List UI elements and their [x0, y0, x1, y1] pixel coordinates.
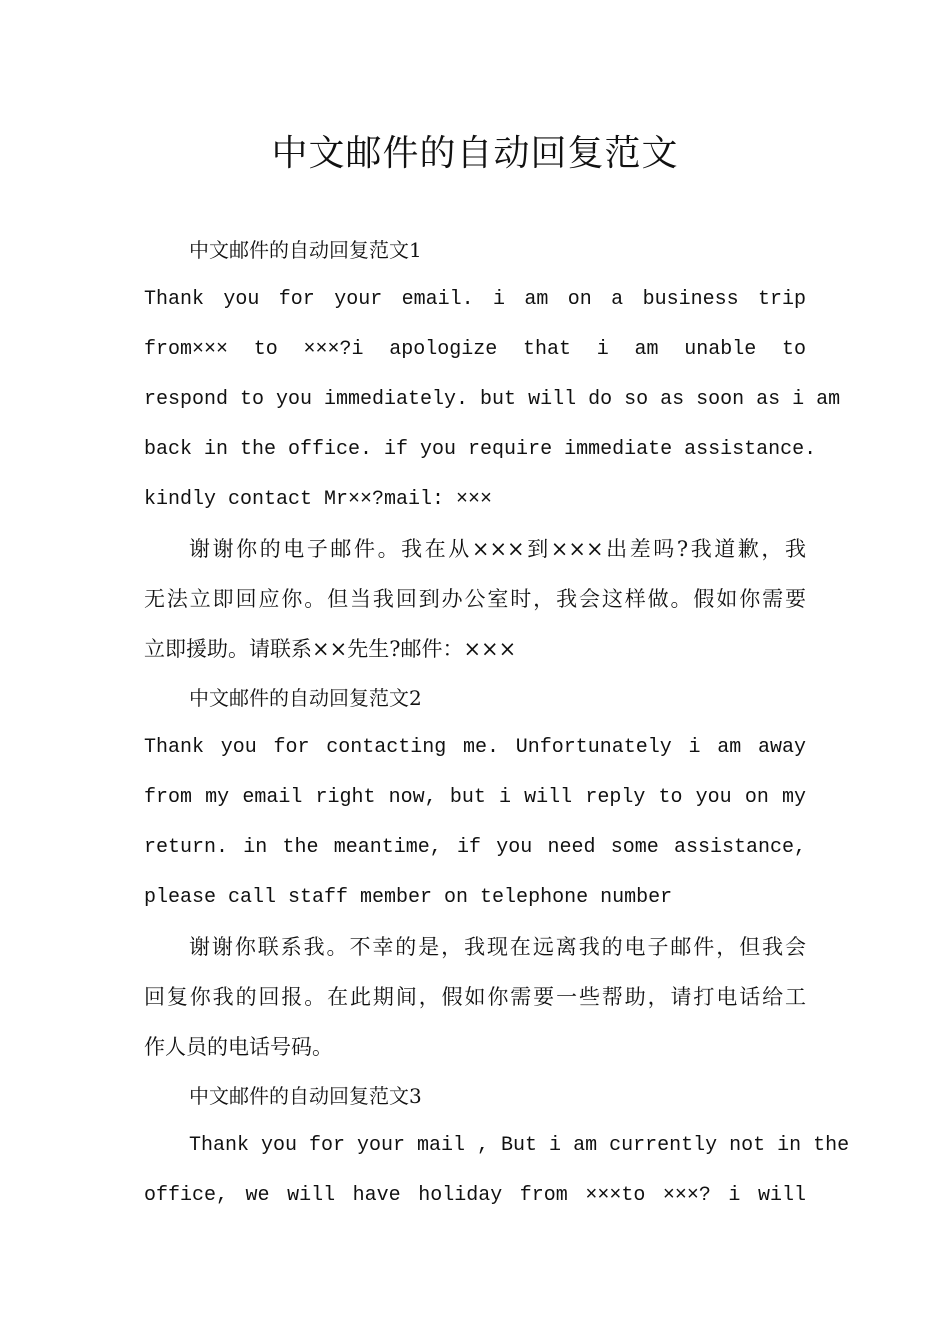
paragraph-line: return. in the meantime, if you need some assistance,	[144, 836, 806, 859]
paragraph-line: 谢谢你的电子邮件。我在从×××到×××出差吗?我道歉，我	[189, 537, 806, 561]
paragraph-line: Thank you for your email. i am on a business trip	[144, 288, 806, 311]
paragraph-line: back in the office. if you require immediate assistance.	[144, 438, 817, 461]
paragraph-line: from my email right now, but i will reply to you on my	[144, 786, 806, 809]
paragraph-line: 谢谢你联系我。不幸的是，我现在远离我的电子邮件，但我会	[189, 935, 806, 959]
document-title: 中文邮件的自动回复范文	[271, 133, 679, 174]
paragraph-line: Thank you for contacting me. Unfortunately i am away	[144, 736, 806, 759]
paragraph-line: from××× to ×××?i apologize that i am unable to	[144, 338, 806, 361]
paragraph-line: please call staff member on telephone number	[144, 886, 673, 909]
paragraph-line: respond to you immediately. but will do so as soon as i am	[144, 388, 841, 411]
section-heading-3: 中文邮件的自动回复范文3	[189, 1084, 422, 1108]
paragraph-line: office, we will have holiday from ×××to ×××? i will	[144, 1184, 806, 1207]
section-heading-1: 中文邮件的自动回复范文1	[189, 238, 422, 262]
paragraph-line: 无法立即回应你。但当我回到办公室时，我会这样做。假如你需要	[144, 587, 806, 611]
section-heading-2: 中文邮件的自动回复范文2	[189, 686, 422, 710]
paragraph-line: 回复你我的回报。在此期间，假如你需要一些帮助，请打电话给工	[144, 985, 806, 1009]
paragraph-line: kindly contact Mr××?mail: ×××	[144, 488, 493, 511]
paragraph-line: Thank you for your mail , But i am currently not in the	[189, 1134, 850, 1157]
paragraph-line: 作人员的电话号码。	[144, 1035, 333, 1059]
paragraph-line: 立即援助。请联系××先生?邮件：×××	[144, 637, 517, 661]
